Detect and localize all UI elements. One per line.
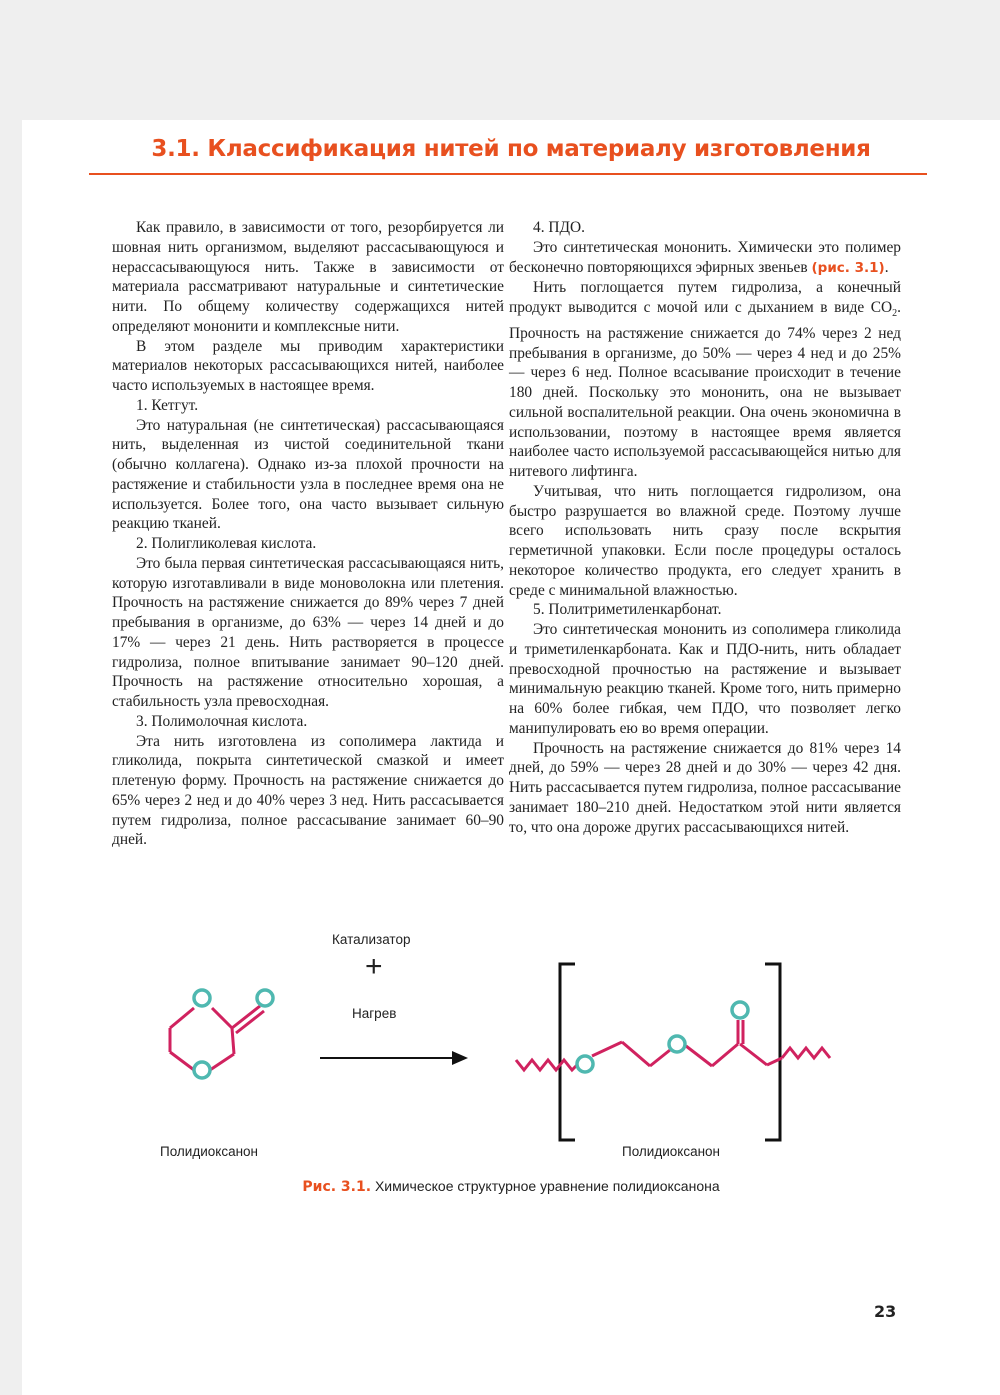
- reaction-arrow: [320, 1051, 468, 1065]
- paragraph: Это натуральная (не синтетическая) рассасывающаяся нить, выделенная из чистой соединительной ткани (обычно коллагена). Однако из-за плохой прочности на растяжение и стабильности узла в последнее время она не используется. Более того, она часто вызывает сильную реакцию тканей.: [112, 416, 504, 533]
- paragraph: 4. ПДО.: [533, 219, 585, 236]
- paragraph-end: .: [884, 258, 889, 276]
- oxygen-atom: [194, 990, 210, 1006]
- paragraph: 2. Полигликолевая кислота.: [136, 535, 317, 552]
- paragraph-text: Это синтетическая мононить. Химически это полимер бесконечно повторяющихся эфирных звеньев: [509, 238, 901, 276]
- catalyst-label: Катализатор: [332, 932, 411, 947]
- paragraph: Учитывая, что нить поглощается гидролизом, она быстро разрушается во влажной среде. Поэтому лучше всего использовать нить сразу после вскрытия герметичной упаковки. Если после процедуры осталось некоторое количество продукта, его следует хранить в среде с минимальной влажностью.: [509, 482, 901, 599]
- figure-caption: [22, 1178, 1000, 1195]
- ether-oxygen-atom: [577, 1056, 593, 1072]
- paragraph: Это синтетическая мононить из сополимера гликолида и триметиленкарбоната. Как и ПДО-нить, нить обладает превосходной прочностью на растяжение и вызывает минимальную реакцию тканей. Кроме того, нить примерно на 60% более гибкая, чем ПДО, что позволяет легко манипулировать ею во время операции.: [509, 621, 901, 737]
- heat-label: Нагрев: [352, 1006, 397, 1021]
- left-column: [112, 218, 504, 850]
- caption-ref: Рис. 3.1.: [302, 1179, 372, 1195]
- ether-oxygen-atom: [669, 1036, 685, 1052]
- paragraph-text: . Прочность на растяжение снижается до 74% через 2 нед пребывания в организме, до 50% — через 4 нед и до 25% — через 6 нед. Полное всасывание происходит в течение 180 дней. Поскольку это мононить, она не вызывает сильной воспалительной реакции. Она очень экономична в использовании, поэтому в настоящее время является наиболее часто используемой рассасывающейся нитью для нитевого лифтинга.: [509, 299, 901, 481]
- paragraph: 5. Политриметиленкарбонат.: [533, 601, 722, 619]
- subscript: 2: [892, 308, 898, 320]
- carbonyl-oxygen-atom: [257, 990, 273, 1006]
- paragraph: [509, 278, 901, 482]
- dioxanone-ring: [170, 1006, 264, 1070]
- paragraph: [509, 238, 901, 279]
- book-page: [22, 120, 1000, 1395]
- monomer-label: Полидиоксанон: [160, 1144, 258, 1159]
- page-number: 23: [874, 1302, 897, 1321]
- carbonyl-oxygen-atom: [732, 1002, 748, 1018]
- paragraph: Это была первая синтетическая рассасывающаяся нить, которую изготавливали в виде моноволокна или плетения. Прочность на растяжение снижается до 89% через 7 дней пребывания в организме, до 63% — через 14 дней и до 17% — через 21 день. Нить растворяется в процессе гидролиза, полное впитывание занимает 90–120 дней. Прочность на растяжение относительно хорошая, а стабильность узла превосходная.: [112, 554, 504, 710]
- title-underline: [89, 173, 927, 175]
- caption-text: Химическое структурное уравнение полидиоксанона: [371, 1178, 720, 1194]
- polymer-brackets: [560, 964, 780, 1140]
- figure-3-1: [22, 920, 1000, 1210]
- plus-sign: +: [365, 950, 383, 983]
- section-title: 3.1. Классификация нитей по материалу изготовления: [151, 136, 871, 162]
- figure-reference-link[interactable]: (рис. 3.1): [811, 259, 885, 276]
- paragraph: Как правило, в зависимости от того, резорбируется ли шовная нить организмом, выделяют рассасывающуюся и нерассасывающуюся нить. Также в зависимости от материала рассматривают натуральные и синтетические нити. По общему количеству содержащихся нитей определяют мононити и комплексные нити.: [112, 219, 504, 335]
- paragraph: Прочность на растяжение снижается до 81% через 14 дней, до 59% — через 28 дней и до 30% — через 42 дня. Нить рассасывается путем гидролиза, полное рассасывание занимает 180–210 дней. Недостатком этой нити является то, что она дороже других рассасывающихся нитей.: [509, 739, 901, 836]
- paragraph-text: Нить поглощается путем гидролиза, а конечный продукт выводится с мочой или с дыханием в виде CO: [509, 279, 901, 316]
- paragraph: В этом разделе мы приводим характеристики материалов некоторых рассасывающихся нитей, наиболее часто используемых в настоящее время.: [112, 337, 504, 394]
- oxygen-atom: [194, 1062, 210, 1078]
- right-column: [509, 218, 901, 837]
- paragraph: Эта нить изготовлена из сополимера лактида и гликолида, покрыта синтетической смазкой и имеет плетеную форму. Прочность на растяжение снижается до 65% через 2 нед и до 40% через 3 нед. Нить рассасывается путем гидролиза, полное рассасывание занимает 60–90 дней.: [112, 732, 504, 849]
- paragraph: 1. Кетгут.: [136, 396, 199, 414]
- polymer-label: Полидиоксанон: [622, 1144, 720, 1159]
- paragraph: 3. Полимолочная кислота.: [136, 712, 308, 730]
- reaction-diagram: [22, 920, 1000, 1210]
